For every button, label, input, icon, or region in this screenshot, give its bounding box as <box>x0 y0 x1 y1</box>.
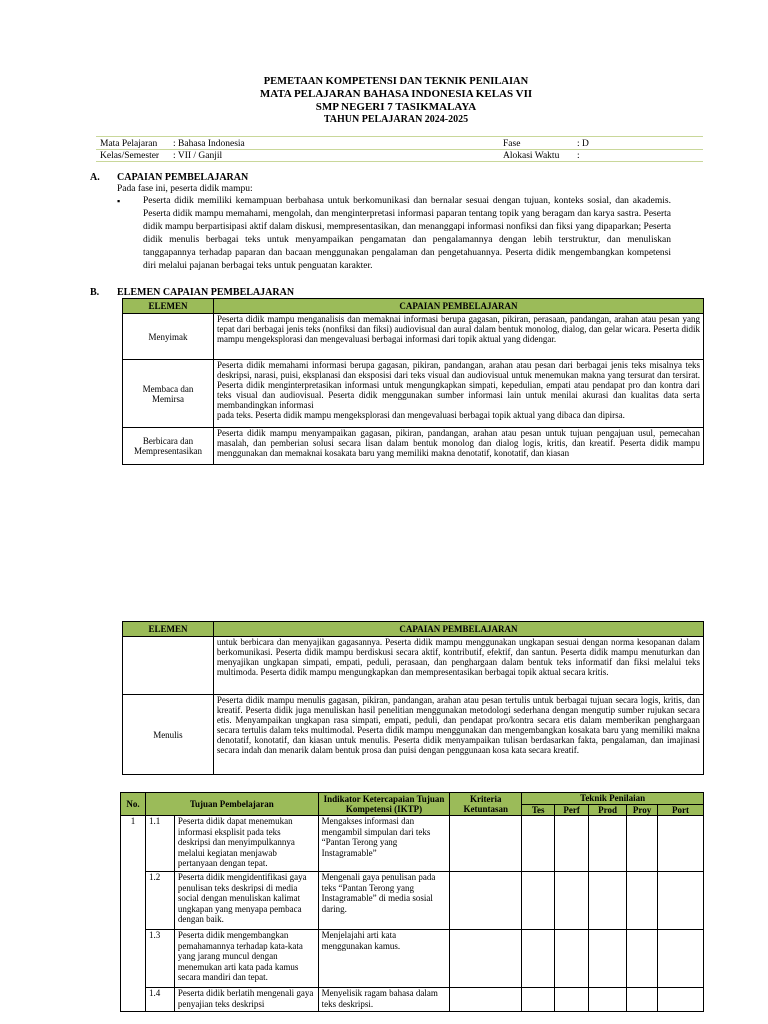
tp-tujuan: Peserta didik mengidentifikasi gaya penulisan teks deskripsi di media social dengan menuliskan kalimat ungkapan yang menyapa pembaca dengan baik. <box>174 872 318 930</box>
proy-cell <box>627 930 658 988</box>
perf-cell <box>555 872 589 930</box>
fase-value: : D <box>577 139 589 149</box>
teknik-header: Teknik Penilaian <box>522 793 704 805</box>
elemen-cell: Menyimak <box>123 314 214 360</box>
tes-cell <box>522 930 555 988</box>
capaian-text-continued: pada teks. Peserta didik mampu mengeksplorasi dan mengevaluasi berbagai topik aktual yang dibaca dan dipirsa. <box>216 410 625 420</box>
bullet-marker: ▪ <box>117 196 121 206</box>
info-bottom-rule <box>96 161 703 162</box>
fase-label: Fase <box>503 139 521 149</box>
capaian-text: Peserta didik memahami informasi berupa gagasan, pikiran, pandangan, arahan atau pesan dari berbagai jenis teks misalnya teks deskripsi, narasi, puisi, eksplanasi dan eksposisi dari teks visual dan audiovisual untuk menemukan makna yang tersurat dan tersirat. Peserta didik menginterpretasikan informasi untuk mengungkapkan simpati, kepedulian, empati atau pendapat pro dan kontra dari teks visual dan audiovisual. Peserta didik menggunakan sumber informasi lain untuk menilai akurasi dan kualitas data serta membandingkan informasi <box>216 360 700 410</box>
kelas-value: : VII / Ganjil <box>173 151 223 161</box>
prod-cell <box>589 930 627 988</box>
capaian-text: Peserta didik mampu menyampaikan gagasan, pikiran, pandangan, arahan atau pesan untuk tujuan pengajuan usul, pemecahan masalah, dan pemberian solusi secara lisan dalam bentuk monolog dan dialog logis, kritis, dan kreatif. Peserta didik mampu menggunakan dan memaknai kosakata baru yang memiliki makna denotatif, konotatif, dan kiasan <box>216 428 700 458</box>
table-row <box>123 428 704 465</box>
capaian-cell <box>213 428 703 465</box>
tes-cell <box>522 816 555 872</box>
kriteria-cell <box>450 816 522 872</box>
proy-header: Proy <box>627 804 658 816</box>
port-cell <box>658 872 704 930</box>
table-row <box>123 695 704 775</box>
tp-tujuan: Peserta didik berlatih mengenali gaya penyajian teks deskripsi <box>174 988 318 1012</box>
tes-cell <box>522 988 555 1012</box>
proy-cell <box>627 988 658 1012</box>
capaian-paragraph: Peserta didik memiliki kemampuan berbahasa untuk berkomunikasi dan bernalar sesuai dengan tujuan, konteks sosial, dan akademis. Peserta didik mampu memahami, mengolah, dan menginterpretasi informasi paparan tentang topik yang beragam dan karya sastra. Peserta didik mampu berpartisipasi aktif dalam diskusi, mempresentasikan, dan menanggapi informasi nonfiksi dan fiksi yang dipaparkan; Peserta didik menulis berbagai teks untuk menyampaikan pengamatan dan pengalamannya dengan lebih terstruktur, dan menuliskan tanggapannya terhadap paparan dan bacaan menggunakan pengalaman dan pengetahuannya. Peserta didik mengembangkan kompetensi diri melalui pajanan berbagai teks untuk penguatan karakter. <box>143 196 671 271</box>
perf-cell <box>555 816 589 872</box>
section-a-intro: Pada fase ini, peserta didik mampu: <box>117 184 253 194</box>
table-row <box>123 314 704 360</box>
table-row <box>121 816 704 872</box>
port-cell <box>658 930 704 988</box>
section-a-title: CAPAIAN PEMBELAJARAN <box>117 172 249 183</box>
alokasi-label: Alokasi Waktu <box>503 151 560 161</box>
prod-cell <box>589 872 627 930</box>
table-row <box>121 930 704 988</box>
tp-iktp: Mengenali gaya penulisan pada teks “Pantan Terong yang Instagramable” di media sosial daring. <box>318 872 450 930</box>
tp-code: 1.3 <box>145 930 174 988</box>
proy-cell <box>627 816 658 872</box>
port-cell <box>658 988 704 1012</box>
kelas-label: Kelas/Semester <box>100 151 160 161</box>
capaian-header: CAPAIAN PEMBELAJARAN <box>213 622 703 637</box>
elemen-cell: Menulis <box>123 695 214 775</box>
elemen-table-continued <box>122 621 704 775</box>
prod-cell <box>589 988 627 1012</box>
elemen-cell <box>123 637 214 695</box>
table-row <box>123 637 704 695</box>
tp-iktp: Menjelajahi arti kata menggunakan kamus. <box>318 930 450 988</box>
perf-cell <box>555 988 589 1012</box>
capaian-cell <box>213 360 703 428</box>
tp-code: 1.1 <box>145 816 174 872</box>
kriteria-header: Kriteria Ketuntasan <box>450 793 522 816</box>
no-cell: 1 <box>121 816 146 1012</box>
doc-title-line-4: TAHUN PELAJARAN 2024-2025 <box>323 114 469 125</box>
capaian-cell: untuk berbicara dan menyajikan gagasannya. Peserta didik mampu menggunakan ungkapan sesuai dengan norma kesopanan dalam berkomunikasi. Peserta didik mampu berdiskusi secara aktif, kontributif, efektif, dan santun. Peserta didik mampu menuturkan dan menyajikan ungkapan simpati, empati, peduli, perasaan, dan penghargaan dalam bentuk teks informatif dan fiksi melalui teks multimoda. Peserta didik mampu mengungkapkan dan mempresentasikan berbagai topik aktual secara kritis. <box>213 637 703 695</box>
capaian-cell: Peserta didik mampu menulis gagasan, pikiran, pandangan, arahan atau pesan tertulis untuk berbagai tujuan secara logis, kritis, dan kreatif. Peserta didik juga menuliskan hasil penelitian menggunakan metodologi sederhana dengan mengutip sumber rujukan secara etis. Menyampaikan ungkapan rasa simpati, empati, peduli, dan pendapat pro/kontra secara etis dalam memberikan penghargaan secara tertulis dalam teks multimodal. Peserta didik mampu menggunakan dan mengembangkan kosakata baru yang memiliki makna denotatif, konotatif, dan kiasan untuk menulis. Peserta didik menyampaikan tulisan berdasarkan fakta, pengalaman, dan imajinasi secara indah dan menarik dalam bentuk prosa dan puisi dengan penggunaan kosa kata secara kreatif. <box>213 695 703 775</box>
no-header: No. <box>121 793 146 816</box>
tp-iktp: Mengakses informasi dan mengambil simpulan dari teks “Pantan Terong yang Instagramable” <box>318 816 450 872</box>
tp-tujuan: Peserta didik dapat menemukan informasi eksplisit pada teks deskripsi dan menyimpulkannya melalui kegiatan menjawab pertanyaan dengan tepat. <box>174 816 318 872</box>
elemen-cell: Berbicara dan Mempresentasikan <box>123 428 214 465</box>
capaian-header: CAPAIAN PEMBELAJARAN <box>213 299 703 314</box>
port-cell <box>658 816 704 872</box>
table-row <box>121 872 704 930</box>
tujuan-header: Tujuan Pembelajaran <box>145 793 318 816</box>
kriteria-cell <box>450 930 522 988</box>
doc-title-line-1: PEMETAAN KOMPETENSI DAN TEKNIK PENILAIAN <box>263 76 529 87</box>
iktp-header: Indikator Ketercapaian Tujuan Kompetensi (IKTP) <box>318 793 450 816</box>
proy-cell <box>627 872 658 930</box>
elemen-header: ELEMEN <box>123 622 214 637</box>
tes-header: Tes <box>522 804 555 816</box>
table-row <box>123 360 704 428</box>
tp-tujuan: Peserta didik mengembangkan pemahamannya terhadap kata-kata yang jarang muncul dengan menemukan arti kata pada kamus secara mandiri dan tepat. <box>174 930 318 988</box>
port-header: Port <box>658 804 704 816</box>
tp-iktp: Menyelisik ragam bahasa dalam teks deskripsi. <box>318 988 450 1012</box>
elemen-cell: Membaca dan Memirsa <box>123 360 214 428</box>
section-b-letter: B. <box>90 287 100 298</box>
section-b-title: ELEMEN CAPAIAN PEMBELAJARAN <box>117 287 295 298</box>
info-top-rule <box>96 136 703 137</box>
tes-cell <box>522 872 555 930</box>
kriteria-cell <box>450 872 522 930</box>
doc-title-line-3: SMP NEGERI 7 TASIKMALAYA <box>315 101 477 113</box>
prod-header: Prod <box>589 804 627 816</box>
tp-code: 1.2 <box>145 872 174 930</box>
elemen-header: ELEMEN <box>123 299 214 314</box>
table-row <box>121 988 704 1012</box>
doc-title-line-2: MATA PELAJARAN BAHASA INDONESIA KELAS VII <box>259 88 533 100</box>
mapel-label: Mata Pelajaran <box>100 139 158 149</box>
tp-table <box>120 792 704 1012</box>
section-a-letter: A. <box>90 172 100 183</box>
alokasi-value: : <box>577 151 580 161</box>
mapel-value: : Bahasa Indonesia <box>173 139 245 149</box>
perf-cell <box>555 930 589 988</box>
capaian-cell: Peserta didik mampu menganalisis dan memaknai informasi berupa gagasan, pikiran, perasaan, pandangan, arahan atau pesan yang tepat dari berbagai jenis teks (nonfiksi dan fiksi) audiovisual dan aural dalam bentuk monolog, dialog, dan gelar wicara. Peserta didik mampu mengeksplorasi dan mengevaluasi berbagai informasi dari topik aktual yang didengar. <box>213 314 703 360</box>
prod-cell <box>589 816 627 872</box>
tp-code: 1.4 <box>145 988 174 1012</box>
perf-header: Perf <box>555 804 589 816</box>
elemen-table <box>122 298 704 465</box>
kriteria-cell <box>450 988 522 1012</box>
